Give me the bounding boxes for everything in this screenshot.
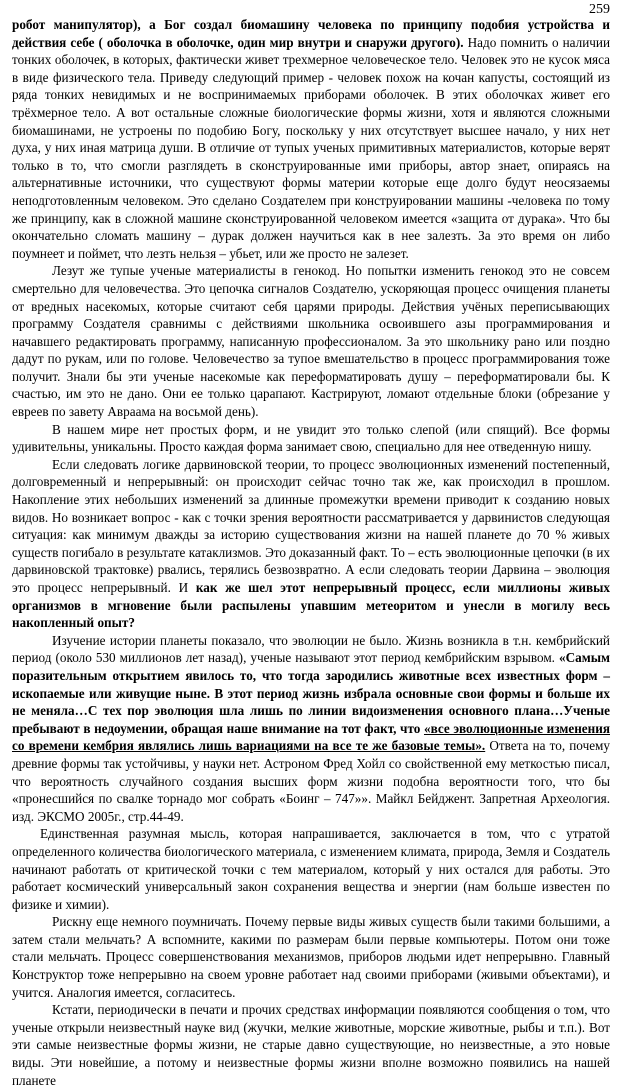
paragraph-6: Единственная разумная мысль, которая напрашивается, заключается в том, что с утратой определенного количества биологического материала, с изменением климата, природа, Земля и Создатель начинают работать от критической точки с тем материалом, который у них остался для работы. Это работает космический универсальный закон сохранения вещества и энергии (нам больше известен по физике и химии). — [12, 826, 610, 912]
paragraph-8: Кстати, периодически в печати и прочих средствах информации появляются сообщения о том, что ученые открыли неизвестный науке вид (жучки, мелкие животные, морские животные, рыбы и т.п.). Вот эти самые неизвестные формы жизни, не старые давно существующие, но неизвестные, а это новые виды. Эти новейшие, а потому и неизвестные формы жизни вполне возможно появились на нашей планете — [12, 1002, 610, 1088]
paragraph-4 — [12, 456, 610, 632]
paragraph-5 — [12, 632, 610, 826]
bold-text: как же шел этот непрерывный процесс, если миллионы живых организмов в мгновение были распылены упавшим метеоритом и унесли в могилу весь накопленный опыт? — [12, 580, 610, 631]
bold-text: робот манипулятор), а Бог создал биомашину человека по принципу подобия устройства и действия себе ( оболочка в оболочке, один мир внутри и снаружи другого). — [12, 17, 610, 50]
paragraph-text: Надо помнить о наличии тонких оболочек, в которых, фактически живет трехмерное человеческое тело. Человек это не кусок мяса в виде физического тела. Приведу следующий пример - человек похож на кочан капусты, состоящий из ряда тонких невидимых и не воспринимаемых приборами оболочек. В этих оболочках живет его трёхмерное тело. А вот остальные сложные биологические формы жизни, хотя и являются сложными биомашинами, не устроены по подобию Богу, поскольку у них отсутствует высшее начало, у них нет духа, у них иная матрица души. В отличие от тупых ученых примитивных материалистов, которые верят только в то, что смогли разглядеть в сконструированные ими приборы, автор знает, опираясь на альтернативные источники, что существуют формы материи которые еще долго будут неосязаемы неподготовленным человеком. Это сделано Создателем при конструировании машины -человека по тому же принципу, как в сложной машине сконструированной человеком имеется «защита от дурака». Что бы окончательно сломать машину – дурак должен научиться как в нее залезть. За это время он либо поумнеет и поймет, что лезть нельзя – убьет, или же просто не залезет. — [12, 34, 610, 261]
paragraph-text: Если следовать логике дарвиновской теории, то процесс эволюционных изменений постепенный, долговременный и непрерывный: он происходит сейчас точно так же, как происходил в прошлом. Накопление этих небольших изменений за длинные промежутки времени приводит к созданию новых видов. Но возникает вопрос - как с точки зрения вероятности рассматривается у дарвинистов следующая ситуация: как минимум дважды за историю существования жизни на нашей планете до 70 % живых существ погибало в результате катаклизмов. Это доказанный факт. То – есть эволюционные цепочки (в их дарвиновской трактовке) рвались, терялись безвозвратно. А если следовать теории Дарвина – эволюция это процесс непрерывный. И — [12, 456, 610, 595]
paragraph-text: Изучение истории планеты показало, что эволюции не было. Жизнь возникла в т.н. кембрийский период (около 530 миллионов лет назад), ученые называют этот период кембрийским взрывом. — [12, 632, 610, 666]
page-number: 259 — [589, 2, 610, 17]
paragraph-3: В нашем мире нет простых форм, и не увидит это только слепой (или спящий). Все формы удивительны, уникальны. Просто каждая форма занимает свою, специально для нее отведенную нишу. — [12, 421, 610, 455]
page-body — [12, 16, 610, 1089]
paragraph-text: Ответа на то, почему древние формы так устойчивы, у науки нет. Астроном Фред Хойл со свойственной ему меткостью писал, что вероятность случайного создания высших форм жизни подобна вероятности того, что бы «пронесшийся по свалке торнадо мог собрать «Боинг – 747»». Майкл Бейджент. Запретная Археология. изд. ЭКСМО 2005г., стр.44-49. — [12, 738, 610, 824]
underlined-quote: «все эволюционные изменения со времени кембрия являлись лишь вариациями на все те же базовые темы». — [12, 720, 610, 754]
bold-text: «Самым поразительным открытием явилось то, что тогда зародились животные всех известных форм – ископаемые или живущие ныне. В этот период жизнь избрала основные свои формы и больше их не меняла…С тех пор эволюция шла лишь по линии видоизменения основного плана…Ученые пребывают в недоумении, обращая наше внимание на тот факт, что — [12, 650, 610, 736]
paragraph-7: Рискну еще немного поумничать. Почему первые виды живых существ были такими большими, а затем стали мельчать? А вспомните, какими по размерам были первые компьютеры. Потом они тоже стали мельчать. Процесс совершенствования механизмов, приборов людьми идет непрерывно. Главный Конструктор тоже непрерывно на своем уровне работает над своими приборами (живыми объектами), и учится. Аналогия имеется, согласитесь. — [12, 914, 610, 1000]
paragraph-1 — [12, 16, 610, 262]
paragraph-2: Лезут же тупые ученые материалисты в генокод. Но попытки изменить генокод это не совсем смертельно для человечества. Это цепочка сигналов Создателю, ускоряющая процесс очищения планеты от вредных насекомых, которые считают себя царями природы. Действия учёных переписывающих программу Создателя сравнимы с действиями школьника освоившего азы программирования и начавшего редактировать программу, написанную профессионалом. За это школьнику рано или поздно дадут по рукам, или по голове. Человечество за тупое вмешательство в процесс программирования тоже получит. Знали бы эти ученые насекомые как переформатировать душу – переформатировали бы. К счастью, им это не дано. Они ее только царапают. Кастрируют, ломают отдельные блоки (обрезание у евреев по завету Авраама на восьмой день). — [12, 263, 610, 420]
